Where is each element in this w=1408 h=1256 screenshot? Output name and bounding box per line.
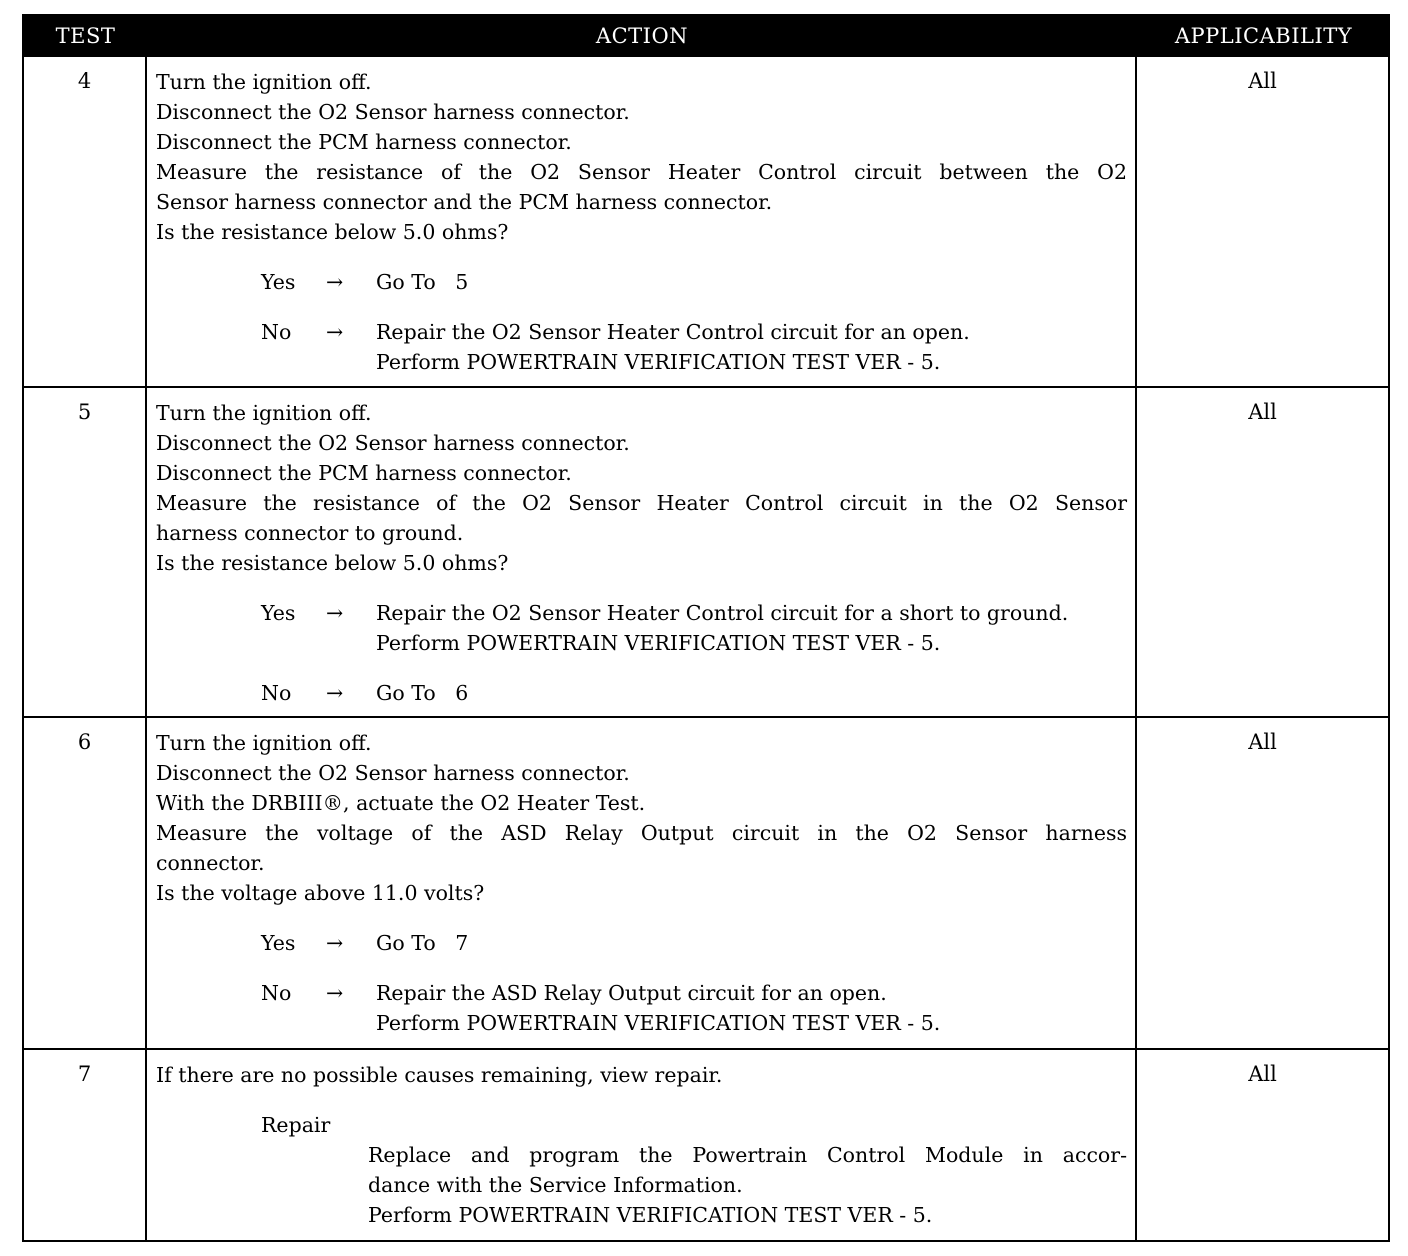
table-header [24, 16, 1388, 57]
arrow-icon: → [326, 681, 344, 705]
repair-text: Perform POWERTRAIN VERIFICATION TEST VER - 5. [368, 1203, 933, 1227]
diagnostic-test-table [22, 14, 1390, 1242]
action-line: If there are no possible causes remaining, view repair. [156, 1063, 723, 1087]
repair-text: dance with the Service Information. [368, 1173, 743, 1197]
action-line: Is the resistance below 5.0 ohms? [156, 220, 509, 244]
outcome-text: Go To 5 [376, 270, 469, 294]
applicability: All [1248, 730, 1277, 754]
outcome-yes [156, 267, 1127, 297]
outcome-text: Repair the O2 Sensor Heater Control circuit for an open. [376, 320, 970, 344]
action-line: Disconnect the PCM harness connector. [156, 130, 572, 154]
arrow-icon: → [326, 601, 344, 625]
test-number: 7 [24, 1050, 147, 1240]
header-action: ACTION [595, 24, 689, 48]
action-line: Is the voltage above 11.0 volts? [156, 881, 485, 905]
action-line: harness connector to ground. [156, 521, 464, 545]
applicability: All [1248, 1062, 1277, 1086]
action-line: Measure the voltage of the ASD Relay Output circuit in the O2 Sensor harness [156, 821, 1127, 845]
outcome-label: Yes [261, 270, 296, 294]
test-number: 5 [24, 388, 147, 716]
header-test: TEST [55, 24, 116, 48]
table-row [24, 386, 1388, 716]
outcome-text: Go To 6 [376, 681, 469, 705]
applicability: All [1248, 69, 1277, 93]
outcome-label: No [261, 981, 292, 1005]
action-line: Disconnect the O2 Sensor harness connector. [156, 761, 630, 785]
outcome-label: No [261, 320, 292, 344]
action-line: Sensor harness connector and the PCM harness connector. [156, 190, 773, 214]
arrow-icon: → [326, 320, 344, 344]
action-cell [147, 718, 1137, 1048]
outcome-yes [156, 928, 1127, 958]
outcome-no [156, 978, 1127, 1038]
outcome-text: Go To 7 [376, 931, 469, 955]
outcome-text: Perform POWERTRAIN VERIFICATION TEST VER - 5. [376, 1011, 941, 1035]
table-row [24, 716, 1388, 1048]
action-line: Turn the ignition off. [156, 731, 372, 755]
outcome-yes [156, 598, 1127, 658]
outcome-text: Repair the ASD Relay Output circuit for an open. [376, 981, 887, 1005]
outcome-label: No [261, 681, 292, 705]
test-number: 4 [24, 57, 147, 386]
repair-block [156, 1110, 1127, 1230]
action-line: Disconnect the PCM harness connector. [156, 461, 572, 485]
outcome-text: Perform POWERTRAIN VERIFICATION TEST VER - 5. [376, 350, 941, 374]
action-line: Disconnect the O2 Sensor harness connector. [156, 431, 630, 455]
outcome-no [156, 678, 1127, 708]
repair-label: Repair [261, 1113, 331, 1137]
action-cell [147, 388, 1137, 716]
action-line: Measure the resistance of the O2 Sensor Heater Control circuit between the O2 [156, 160, 1127, 184]
table-row [24, 1048, 1388, 1240]
action-line: Disconnect the O2 Sensor harness connector. [156, 100, 630, 124]
action-line: With the DRBIII®, actuate the O2 Heater Test. [156, 791, 646, 815]
action-cell [147, 1050, 1137, 1240]
action-line: Measure the resistance of the O2 Sensor Heater Control circuit in the O2 Sensor [156, 491, 1127, 515]
action-line: Turn the ignition off. [156, 70, 372, 94]
action-line: Is the resistance below 5.0 ohms? [156, 551, 509, 575]
action-line: connector. [156, 851, 265, 875]
outcome-no [156, 317, 1127, 377]
outcome-label: Yes [261, 931, 296, 955]
arrow-icon: → [326, 981, 344, 1005]
outcome-label: Yes [261, 601, 296, 625]
test-number: 6 [24, 718, 147, 1048]
arrow-icon: → [326, 270, 344, 294]
applicability: All [1248, 400, 1277, 424]
outcome-text: Perform POWERTRAIN VERIFICATION TEST VER - 5. [376, 631, 941, 655]
repair-text: Replace and program the Powertrain Control Module in accor- [368, 1143, 1127, 1167]
header-applicability: APPLICABILITY [1174, 24, 1353, 48]
table-row [24, 55, 1388, 386]
outcome-text: Repair the O2 Sensor Heater Control circuit for a short to ground. [376, 601, 1069, 625]
action-cell [147, 57, 1137, 386]
action-line: Turn the ignition off. [156, 401, 372, 425]
arrow-icon: → [326, 931, 344, 955]
